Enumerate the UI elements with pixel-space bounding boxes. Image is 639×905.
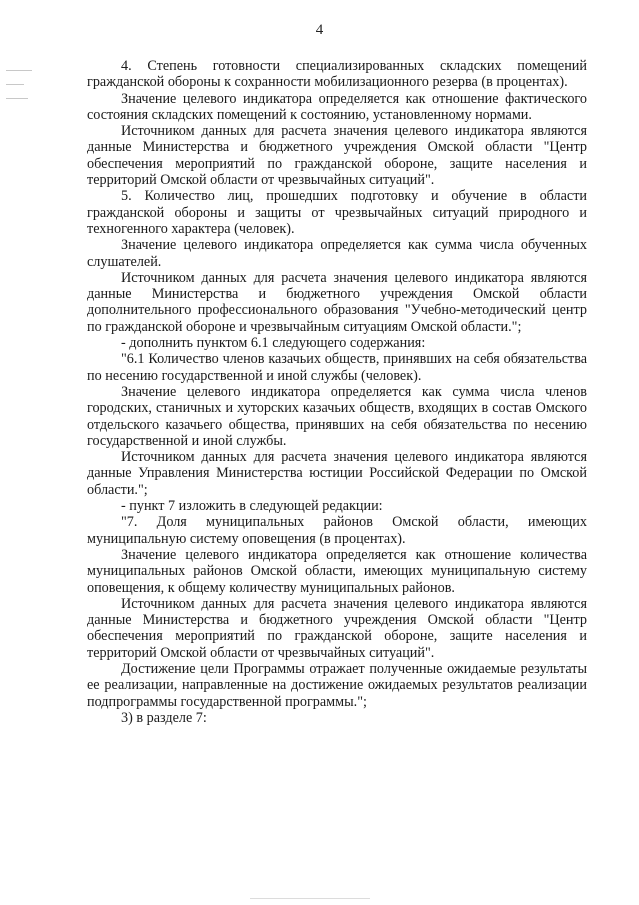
paragraph-indicator-4-source: Источником данных для расчета значения целевого индикатора являются данные Министерства и бюджетного учреждения Омской области "Центр обеспечения мероприятий по гражданской обороне, защите населения и территорий Омской области от чрезвычайных ситуаций". — [87, 123, 587, 189]
page-number: 4 — [315, 22, 324, 38]
scan-artifact — [6, 70, 32, 71]
paragraph-amendment-7: - пункт 7 изложить в следующей редакции: — [121, 498, 383, 515]
scan-artifact — [6, 84, 24, 85]
paragraph-amendment-6-1: - дополнить пунктом 6.1 следующего содержания: — [121, 335, 426, 352]
paragraph-indicator-7-source: Источником данных для расчета значения целевого индикатора являются данные Министерства и бюджетного учреждения Омской области "Центр обеспечения мероприятий по гражданской обороне, защите населения и территорий Омской области от чрезвычайных ситуаций". — [87, 595, 587, 661]
paragraph-indicator-5-source: Источником данных для расчета значения целевого индикатора являются данные Министерства и бюджетного учреждения Омской области дополнительного профессионального образования "Учебно-методический центр по гражданской обороне и чрезвычайным ситуациям Омской области."; — [87, 269, 587, 335]
paragraph-indicator-7-value: Значение целевого индикатора определяется как отношение количества муниципальных районов Омской области, имеющих муниципальную систему оповещения, к общему количеству муниципальных районов. — [87, 546, 587, 596]
scan-artifact — [250, 898, 370, 899]
paragraph-indicator-4: 4. Степень готовности специализированных складских помещений гражданской обороны к сохранности мобилизационного резерва (в процентах). — [87, 58, 587, 91]
paragraph-indicator-6-1-value: Значение целевого индикатора определяется как сумма числа членов городских, станичных и хуторских казачьих обществ, входящих в состав Омского отдельского казачьего общества, принявших на себя обязательства по несению государственной и иной службы. — [87, 383, 587, 449]
paragraph-indicator-6-1-source: Источником данных для расчета значения целевого индикатора являются данные Управления Министерства юстиции Российской Федерации по Омской области."; — [87, 449, 587, 498]
paragraph-section-7: 3) в разделе 7: — [121, 709, 207, 726]
scan-artifact — [6, 98, 28, 99]
paragraph-indicator-5: 5. Количество лиц, прошедших подготовку и обучение в области гражданской обороны и защиты от чрезвычайных ситуаций природного и техногенного характера (человек). — [87, 188, 587, 237]
paragraph-indicator-6-1: "6.1 Количество членов казачьих обществ, принявших на себя обязательства по несению государственной и иной службы (человек). — [87, 351, 587, 384]
paragraph-indicator-7: "7. Доля муниципальных районов Омской области, имеющих муниципальную систему оповещения (в процентах). — [87, 514, 587, 547]
paragraph-indicator-4-value: Значение целевого индикатора определяется как отношение фактического состояния складских помещений к состоянию, установленному нормами. — [87, 90, 587, 123]
paragraph-indicator-5-value: Значение целевого индикатора определяется как сумма числа обученных слушателей. — [87, 237, 587, 270]
paragraph-goal-achievement: Достижение цели Программы отражает полученные ожидаемые результаты ее реализации, направленные на достижение ожидаемых результатов реализации подпрограммы государственной программы."; — [87, 660, 587, 710]
document-body — [87, 58, 587, 726]
